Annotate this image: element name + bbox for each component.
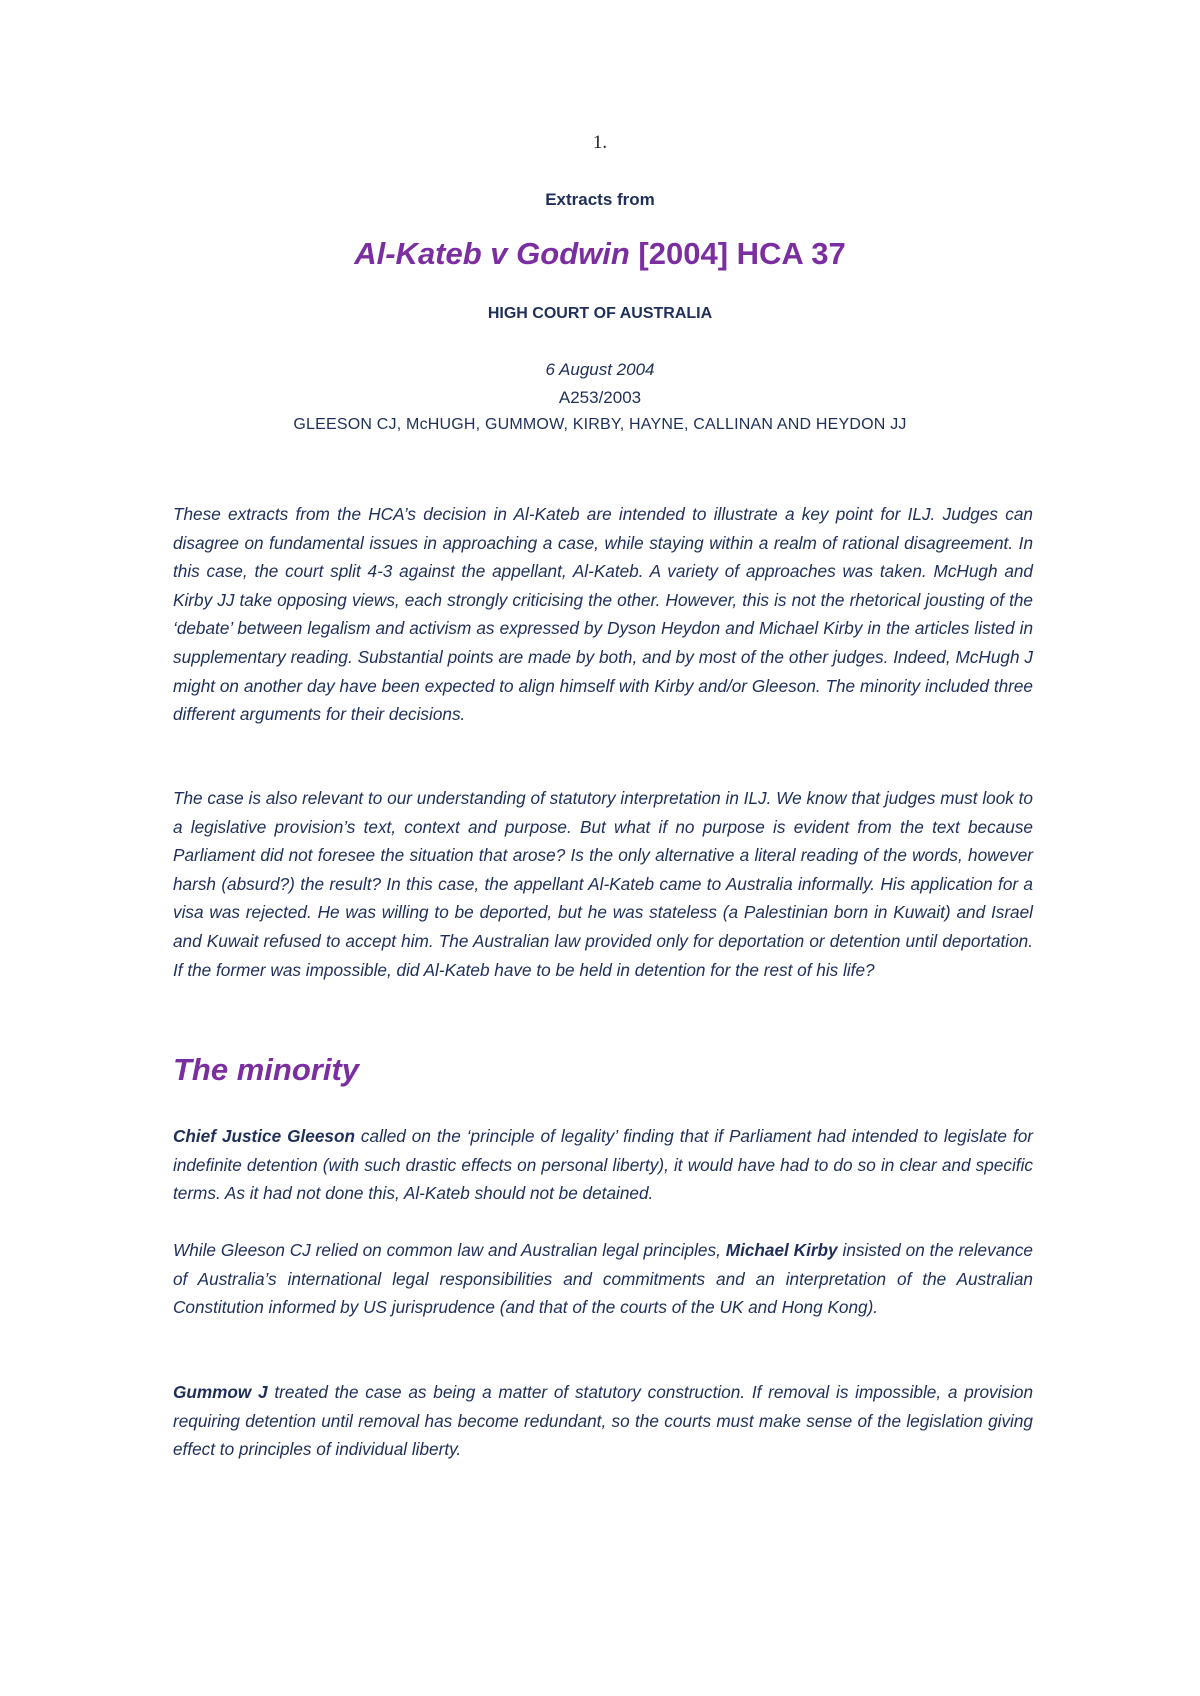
gummow-name: Gummow J — [173, 1382, 268, 1402]
page-number: 1. — [592, 132, 608, 153]
judges-list: GLEESON CJ, McHUGH, GUMMOW, KIRBY, HAYNE, CALLINAN AND HEYDON JJ — [293, 416, 907, 433]
case-title-parties: Al-Kateb v Godwin — [354, 236, 630, 271]
relevance-paragraph: The case is also relevant to our understanding of statutory interpretation in ILJ. We know that judges must look to a legislative provision’s text, context and purpose. But what if no purpose is evident from the text because Parliament did not foresee the situation that arose? Is the only alternative a literal reading of the words, however harsh (absurd?) the result? In this case, the appellant Al-Kateb came to Australia informally. His application for a visa was rejected. He was willing to be deported, but he was stateless (a Palestinian born in Kuwait) and Israel and Kuwait refused to accept him. The Australian law provided only for deportation or detention until deportation. If the former was impossible, did Al-Kateb have to be held in detention for the rest of his life? — [173, 788, 1033, 980]
gummow-text: treated the case as being a matter of statutory construction. If removal is impossible, a provision requiring detention until removal has become redundant, so the courts must make sense of the legislation giving effect to principles of individual liberty. — [173, 1382, 1033, 1460]
gleeson-paragraph — [173, 1122, 1033, 1208]
court-name: HIGH COURT OF AUSTRALIA — [487, 305, 713, 322]
case-title — [0, 236, 1200, 272]
decision-date: 6 August 2004 — [545, 360, 655, 379]
kirby-name: Michael Kirby — [725, 1240, 838, 1260]
gleeson-text: called on the ‘principle of legality’ finding that if Parliament had intended to legislate for indefinite detention (with such drastic effects on personal liberty), it would have had to do so in clear and specific terms. As it had not done this, Al-Kateb should not be detained. — [173, 1126, 1033, 1204]
docket-number: A253/2003 — [558, 388, 642, 407]
gleeson-name: Chief Justice Gleeson — [173, 1126, 355, 1146]
kirby-intro: While Gleeson CJ relied on common law and Australian legal principles, — [173, 1240, 726, 1260]
case-title-citation: [2004] HCA 37 — [629, 236, 846, 271]
minority-heading: The minority — [173, 1052, 360, 1087]
gummow-paragraph — [173, 1378, 1033, 1464]
extracts-label: Extracts from — [545, 190, 655, 209]
kirby-paragraph — [173, 1236, 1033, 1322]
intro-paragraph: These extracts from the HCA’s decision in Al-Kateb are intended to illustrate a key point for ILJ. Judges can disagree on fundamental issues in approaching a case, while staying within a realm of rational disagreement. In this case, the court split 4-3 against the appellant, Al-Kateb. A variety of approaches was taken. McHugh and Kirby JJ take opposing views, each strongly criticising the other. However, this is not the rhetorical jousting of the ‘debate’ between legalism and activism as expressed by Dyson Heydon and Michael Kirby in the articles listed in supplementary reading. Substantial points are made by both, and by most of the other judges. Indeed, McHugh J might on another day have been expected to align himself with Kirby and/or Gleeson. The minority included three different arguments for their decisions. — [173, 504, 1033, 725]
kirby-text: insisted on the relevance of Australia’s international legal responsibilities and commitments and an interpretation of the Australian Constitution informed by US jurisprudence (and that of the courts of the UK and Hong Kong). — [173, 1240, 1033, 1318]
